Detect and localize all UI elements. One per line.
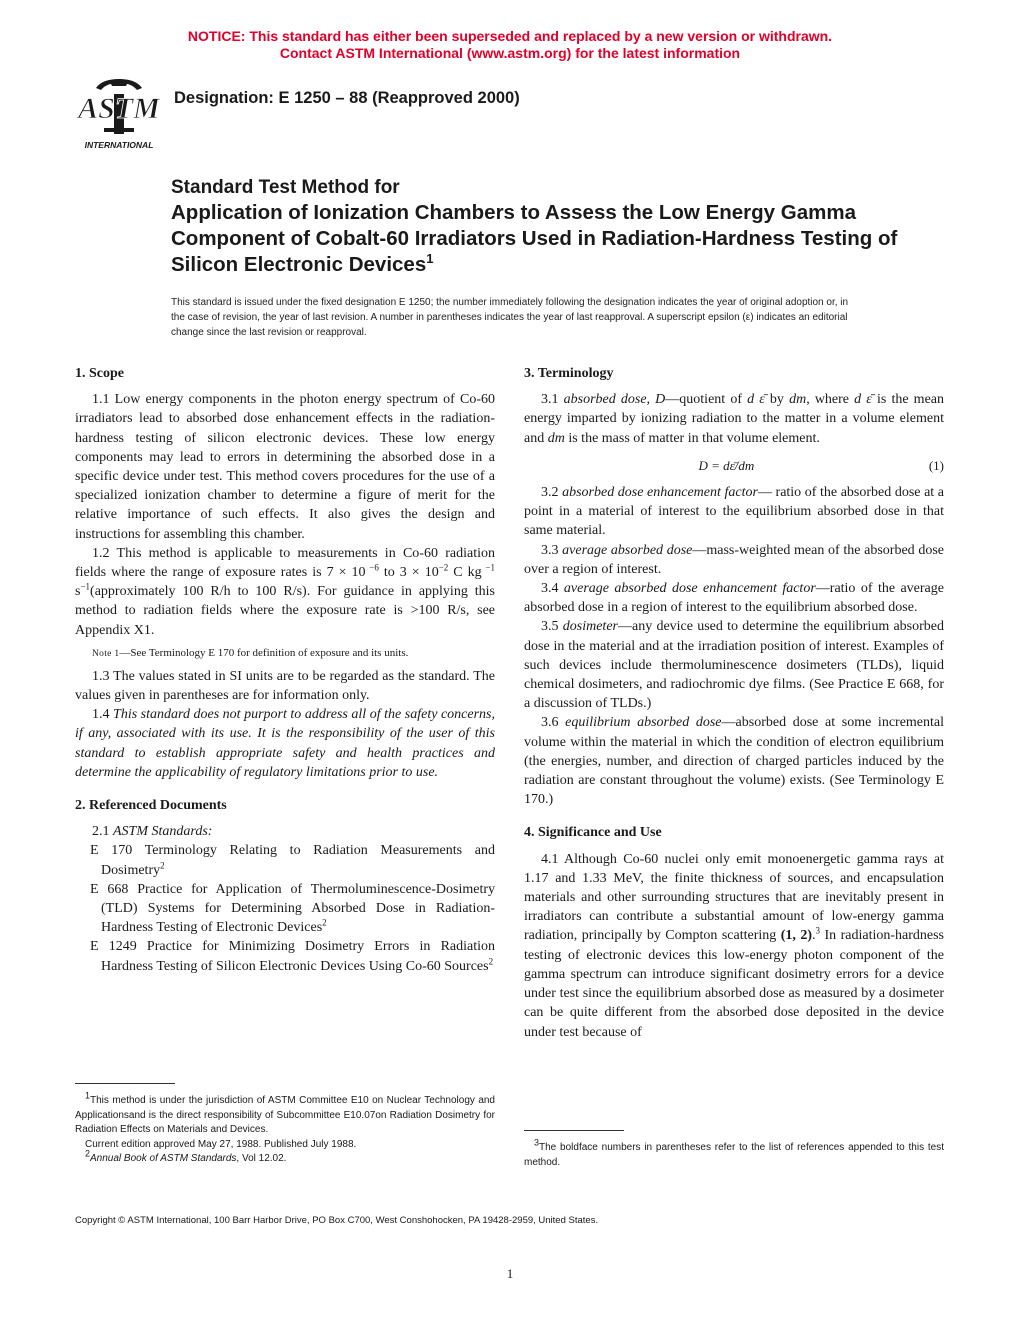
t3-6-number: 3.6 <box>541 715 566 731</box>
footnote-rule <box>524 1130 624 1131</box>
footnote-3-text: The boldface numbers in parentheses refer to the list of references appended to this test method. <box>524 1142 944 1168</box>
paragraph-1-4 <box>75 705 495 782</box>
notice-banner <box>0 28 1020 62</box>
t3-3-term: average absorbed dose <box>562 542 693 558</box>
footnote-3 <box>524 1137 944 1170</box>
footnote-1-b: Current edition approved May 27, 1988. Published July 1988. <box>85 1138 357 1150</box>
title-text: Application of Ionization Chambers to Assess the Low Energy Gamma Component of Cobalt-60 Irradiators Used in Radiation-Hardness Testing of Silicon Electronic Devices <box>171 201 898 276</box>
copyright: Copyright © ASTM International, 100 Barr Harbor Drive, PO Box C700, West Conshohocken, PA 19428-2959, United States. <box>75 1215 599 1226</box>
term-3-4 <box>524 579 944 617</box>
t3-2-text: — ratio of the absorbed dose at a point in a material of interest to the equilibrium absorbed dose in that same material. <box>524 485 944 539</box>
reference-e1249 <box>75 937 495 975</box>
section-heading-significance: 4. Significance and Use <box>524 825 662 841</box>
issue-note: This standard is issued under the fixed designation E 1250; the number immediately following the designation indicates the year of original adoption or, in the case of revision, the year of last revision. A number in parentheses indicates the year of last reapproval. A superscript epsilon (ε) indicates an editorial change since the last revision or reapproval. <box>171 297 849 338</box>
t3-5-text: —any device used to determine the equilibrium absorbed dose in the material and at the irradiation position of interest. Examples of such devices include thermoluminescence dosimeters (TLDs), liquid chemical dosimeters, and radiochromic dye films. (See Practice E 668, for a discussion of TLDs.) <box>524 619 944 712</box>
t3-1-number: 3.1 <box>541 392 564 408</box>
t3-1-dm2: dm <box>547 430 565 446</box>
reference-text: E 1249 Practice for Minimizing Dosimetry Errors in Radiation Hardness Testing of Silicon Electronic Devices Using Co-60 Sources <box>90 939 495 974</box>
title-block <box>171 176 951 278</box>
t3-5-number: 3.5 <box>541 619 563 635</box>
footnote-1-text: This method is under the jurisdiction of ASTM Committee E10 on Nuclear Technology and Applicationsand is the direct responsibility of Subcommittee E10.07on Radiation Dosimetry for Radiation Effects on Materials and Devices. <box>75 1095 495 1135</box>
term-3-6 <box>524 713 944 809</box>
t3-1-de2: d ε̄ <box>854 392 872 408</box>
logo-letters: ASTM <box>78 92 160 125</box>
reference-footnote-mark: 2 <box>322 917 327 928</box>
footnotes-right <box>524 1130 944 1170</box>
left-column <box>75 364 495 976</box>
t3-1-term: absorbed dose, D <box>563 392 666 408</box>
designation: Designation: E 1250 – 88 (Reapproved 2000) <box>174 89 520 107</box>
equation-1 <box>524 456 944 475</box>
t3-6-text: —absorbed dose at some incremental volume within the material in which the condition of electron equilibrium (the energies, number, and direction of charged particles induced by the radiation are constant throughout the volume) exists. (See Terminology E 170.) <box>524 715 945 808</box>
equation-expression: D = dε̄/dm <box>698 457 755 473</box>
t3-1-c: , where <box>806 392 855 408</box>
p1-4-text: This standard does not purport to address all of the safety concerns, if any, associated with its use. It is the responsibility of the user of this standard to establish appropriate safety and health practices and determine the applicability of regulatory limitations prior to use. <box>75 707 495 780</box>
t3-1-dm: dm <box>789 392 807 408</box>
note-1-label: Note 1 <box>92 648 120 659</box>
paragraph-1-1: 1.1 Low energy components in the photon energy spectrum of Co-60 irradiators lead to absorbed dose enhancement effects in the radiation-hardness testing of silicon electronic devices. These low energy components may lead to errors in determining the absorbed dose in a specific device under test. This method covers procedures for the use of a specialized ionization chamber to determine a figure of merit for the relative importance of such effects. It also gives the design and instructions for assembling this chamber. <box>75 392 495 542</box>
p4-1-footnote-mark: 3 <box>815 925 821 936</box>
notice-line-2: Contact ASTM International (www.astm.org) for the latest information <box>279 45 741 61</box>
equation-number: (1) <box>928 457 944 473</box>
note-1 <box>75 645 495 662</box>
p4-1-part-a: 4.1 Although Co-60 nuclei only emit monoenergetic gamma rays at 1.17 and 1.33 MeV, the finite thickness of sources, and encapsulation materials and other surrounding structures that are inevitably present in irradiators can contribute a substantial amount of low-energy gamma radiation, principally by Compton scattering <box>524 851 944 944</box>
t3-1-e: is the mass of matter in that volume element. <box>564 430 820 446</box>
notice-line-1: NOTICE: This standard has either been superseded and replaced by a new version or withdrawn. <box>187 28 833 44</box>
reference-footnote-mark: 2 <box>488 956 494 967</box>
term-3-1 <box>524 390 944 448</box>
t3-6-term: equilibrium absorbed dose <box>565 715 722 731</box>
document-title <box>171 200 951 278</box>
reference-text: E 668 Practice for Application of Thermoluminescence-Dosimetry (TLD) Systems for Determining Absorbed Dose in Radiation-Hardness Testing of Electronic Devices <box>90 881 495 936</box>
p4-1-part-b: In radiation-hardness testing of electronic devices this low-energy photon component of the gamma spectrum can introduce significant dosimetry errors for a device under test since the equilibrium absorbed dose as measured by a dosimeter can be quite different from the absorbed dose deposited in the device under test because of <box>524 928 944 1040</box>
t3-5-term: dosimeter <box>562 619 618 635</box>
p1-2-exp-1: −6 <box>365 562 379 573</box>
title-footnote-mark: 1 <box>426 251 434 267</box>
paragraph-1-2 <box>75 544 495 640</box>
reference-e170 <box>75 841 495 879</box>
t3-4-text: —ratio of the average absorbed dose in a region of interest to the equilibrium absorbed dose. <box>524 581 944 616</box>
p1-2-exp-3: −1 <box>481 562 496 573</box>
section-heading-referenced-documents: 2. Referenced Documents <box>75 798 227 814</box>
reference-footnote-mark: 2 <box>160 860 165 871</box>
t3-2-term: absorbed dose enhancement factor <box>562 485 758 501</box>
footnote-2 <box>75 1148 495 1167</box>
footnote-2-volume: , Vol 12.02. <box>236 1153 287 1164</box>
p4-1-refs: (1, 2) <box>780 928 813 944</box>
p4-1-period: . <box>812 928 816 944</box>
t3-1-de: d ε̄ <box>747 392 765 408</box>
reference-text: E 170 Terminology Relating to Radiation Measurements and Dosimetry <box>90 843 495 878</box>
footnote-2-mark: 2 <box>85 1148 91 1159</box>
p1-2-exp-4: −1 <box>80 581 91 592</box>
paragraph-2-1 <box>75 822 495 841</box>
p1-2-part-d: s <box>75 584 81 600</box>
term-3-2 <box>524 483 944 541</box>
section-heading-terminology: 3. Terminology <box>524 366 614 381</box>
paragraph-4-1 <box>524 850 944 1042</box>
t3-3-number: 3.3 <box>541 542 563 558</box>
footnote-1-mark: 1 <box>85 1090 91 1101</box>
astm-logo <box>74 76 164 152</box>
t3-4-number: 3.4 <box>541 581 564 597</box>
page-number: 1 <box>506 1266 514 1281</box>
section-heading-scope: 1. Scope <box>75 366 124 381</box>
t3-4-term: average absorbed dose enhancement factor <box>563 581 816 597</box>
p1-2-part-b: to 3 × 10 <box>378 565 439 581</box>
p1-2-part-a: 1.2 This method is applicable to measurements in Co-60 radiation fields where the range of exposure rates is 7 × 10 <box>75 545 495 581</box>
p1-4-number: 1.4 <box>92 707 114 723</box>
footnote-2-book: Annual Book of ASTM Standards <box>90 1153 237 1164</box>
reference-e668 <box>75 880 495 938</box>
t3-2-number: 3.2 <box>541 485 563 501</box>
footnote-rule <box>75 1083 175 1084</box>
paragraph-1-3: 1.3 The values stated in SI units are to be regarded as the standard. The values given in parentheses are for information only. <box>75 668 495 704</box>
p2-1-text: ASTM Standards: <box>113 824 213 840</box>
title-prefix: Standard Test Method for <box>171 177 400 198</box>
t3-1-d: is the mean energy imparted by ionizing radiation to the matter in a volume element and <box>524 392 944 446</box>
footnote-3-mark: 3 <box>534 1137 540 1148</box>
footnote-1 <box>75 1090 495 1138</box>
logo-international: INTERNATIONAL <box>84 140 154 150</box>
p1-2-part-f: (approximately 100 R/h to 100 R/s). For guidance in applying this method to radiation fields where the exposure rate is >100 R/s, see Appendix X1. <box>75 584 495 638</box>
p1-2-part-c: C kg <box>448 565 482 581</box>
t3-3-text: —mass-weighted mean of the absorbed dose over a region of interest. <box>524 542 944 577</box>
t3-1-b: by <box>764 392 790 408</box>
right-column <box>524 364 944 1042</box>
term-3-3 <box>524 541 944 579</box>
t3-1-a: —quotient of <box>665 392 748 408</box>
term-3-5 <box>524 617 944 713</box>
p2-1-number: 2.1 <box>92 824 113 840</box>
footnotes-left <box>75 1083 495 1167</box>
note-1-text: —See Terminology E 170 for definition of exposure and its units. <box>119 646 409 659</box>
p1-2-exp-2: −2 <box>438 562 449 573</box>
